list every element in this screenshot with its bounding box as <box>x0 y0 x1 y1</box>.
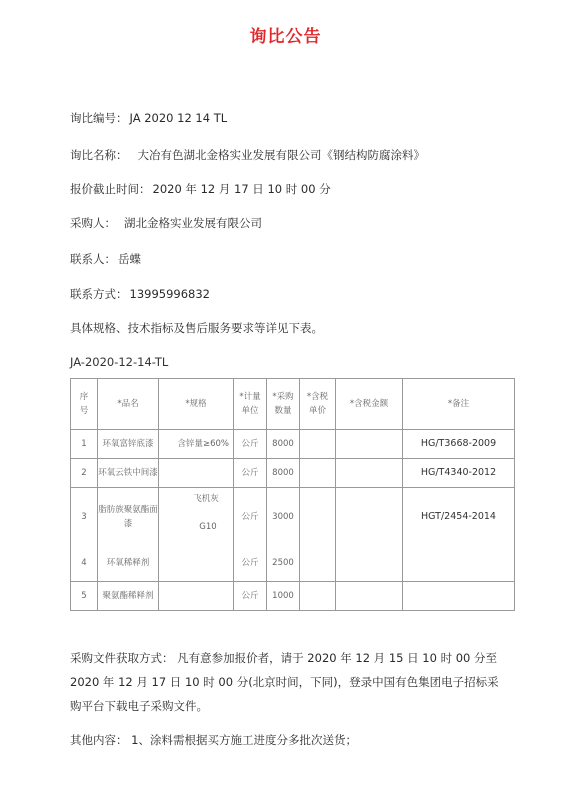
cell-name: 脂肪族聚氨酯面漆 <box>98 488 159 546</box>
table-code: JA-2020-12-14-TL <box>70 355 169 369</box>
header-spec: *规格 <box>159 379 234 430</box>
cell-qty: 1000 <box>267 582 300 611</box>
cell-unit: 公斤 <box>234 459 267 488</box>
field-label: 询比名称： <box>70 148 128 162</box>
cell-unit: 公斤 <box>234 430 267 459</box>
other-label: 其他内容： <box>70 733 128 747</box>
header-qty: *采购 数量 <box>267 379 300 430</box>
cell-note <box>403 545 515 582</box>
cell-note: HG/T4340-2012 <box>403 459 515 488</box>
cell-no: 5 <box>71 582 98 611</box>
cell-qty: 2500 <box>267 545 300 582</box>
header-name: *品名 <box>98 379 159 430</box>
contact-phone-line <box>70 286 210 302</box>
cell-unit: 公斤 <box>234 488 267 546</box>
cell-unit: 公斤 <box>234 582 267 611</box>
cell-name: 环氧稀释剂 <box>98 545 159 582</box>
cell-total <box>336 545 403 582</box>
cell-note: HGT/2454-2014 <box>403 488 515 546</box>
header-unit: *计量 单位 <box>234 379 267 430</box>
spec-line-1: 飞机灰 <box>193 494 219 504</box>
field-value: JA 2020 12 14 TL <box>129 111 228 125</box>
cell-price <box>300 488 336 546</box>
cell-spec <box>159 488 234 546</box>
page-title: 询比公告 <box>249 27 322 47</box>
header-total: *含税金额 <box>336 379 403 430</box>
cell-price <box>300 582 336 611</box>
header-note: *备注 <box>403 379 515 430</box>
field-value: 2020 年 12 月 17 日 10 时 00 分 <box>152 182 331 196</box>
cell-name: 聚氨酯稀释剂 <box>98 582 159 611</box>
cell-price <box>300 545 336 582</box>
cell-spec <box>159 459 234 488</box>
contact-person-line <box>70 251 141 267</box>
table-row <box>71 488 515 546</box>
cell-total <box>336 430 403 459</box>
procurement-label: 采购文件获取方式： <box>70 651 174 665</box>
procurement-paragraph <box>70 646 510 718</box>
cell-spec: 含锌量≥60% <box>159 430 234 459</box>
cell-name: 环氧富锌底漆 <box>98 430 159 459</box>
spec-table <box>70 378 515 611</box>
purchaser-line <box>70 215 262 231</box>
field-label: 联系方式： <box>70 287 128 301</box>
procurement-text: 凡有意参加报价者，请于 2020 年 12 月 15 日 10 时 00 分至 2020 年 12 月 17 日 10 时 00 分(北京时间，下同)，登录中国有色集团电子招标采购平台下载电子采购文件。 <box>70 651 499 713</box>
cell-note: HG/T3668-2009 <box>403 430 515 459</box>
cell-unit: 公斤 <box>234 545 267 582</box>
table-row <box>71 459 515 488</box>
table-header-row <box>71 379 515 430</box>
field-label: 采购人： <box>70 216 116 230</box>
cell-no: 2 <box>71 459 98 488</box>
cell-qty: 8000 <box>267 459 300 488</box>
cell-spec <box>159 545 234 582</box>
field-value: 13995996832 <box>129 287 210 301</box>
field-value: 湖北金格实业发展有限公司 <box>124 216 262 230</box>
cell-price <box>300 459 336 488</box>
inquiry-name-line <box>70 147 425 163</box>
cell-no: 3 <box>71 488 98 546</box>
intro-text: 具体规格、技术指标及售后服务要求等详见下表。 <box>70 321 323 335</box>
cell-price <box>300 430 336 459</box>
cell-note <box>403 582 515 611</box>
cell-name: 环氧云铁中间漆 <box>98 459 159 488</box>
cell-spec <box>159 582 234 611</box>
spec-line-2: G10 <box>199 522 217 532</box>
deadline-line <box>70 181 331 197</box>
inquiry-number-line <box>70 110 227 126</box>
cell-qty: 8000 <box>267 430 300 459</box>
other-text: 1、涂料需根据买方施工进度分多批次送货； <box>131 733 357 747</box>
field-label: 询比编号： <box>70 111 128 125</box>
field-label: 报价截止时间： <box>70 182 151 196</box>
table-row <box>71 545 515 582</box>
field-value: 大冶有色湖北金格实业发展有限公司《钢结构防腐涂料》 <box>137 148 425 162</box>
field-label: 联系人： <box>70 252 116 266</box>
other-paragraph <box>70 728 510 752</box>
field-value: 岳蝶 <box>118 252 141 266</box>
cell-qty: 3000 <box>267 488 300 546</box>
header-no: 序 号 <box>71 379 98 430</box>
cell-total <box>336 459 403 488</box>
header-price: *含税 单价 <box>300 379 336 430</box>
cell-no: 4 <box>71 545 98 582</box>
cell-total <box>336 582 403 611</box>
table-row <box>71 430 515 459</box>
cell-no: 1 <box>71 430 98 459</box>
table-row <box>71 582 515 611</box>
cell-total <box>336 488 403 546</box>
